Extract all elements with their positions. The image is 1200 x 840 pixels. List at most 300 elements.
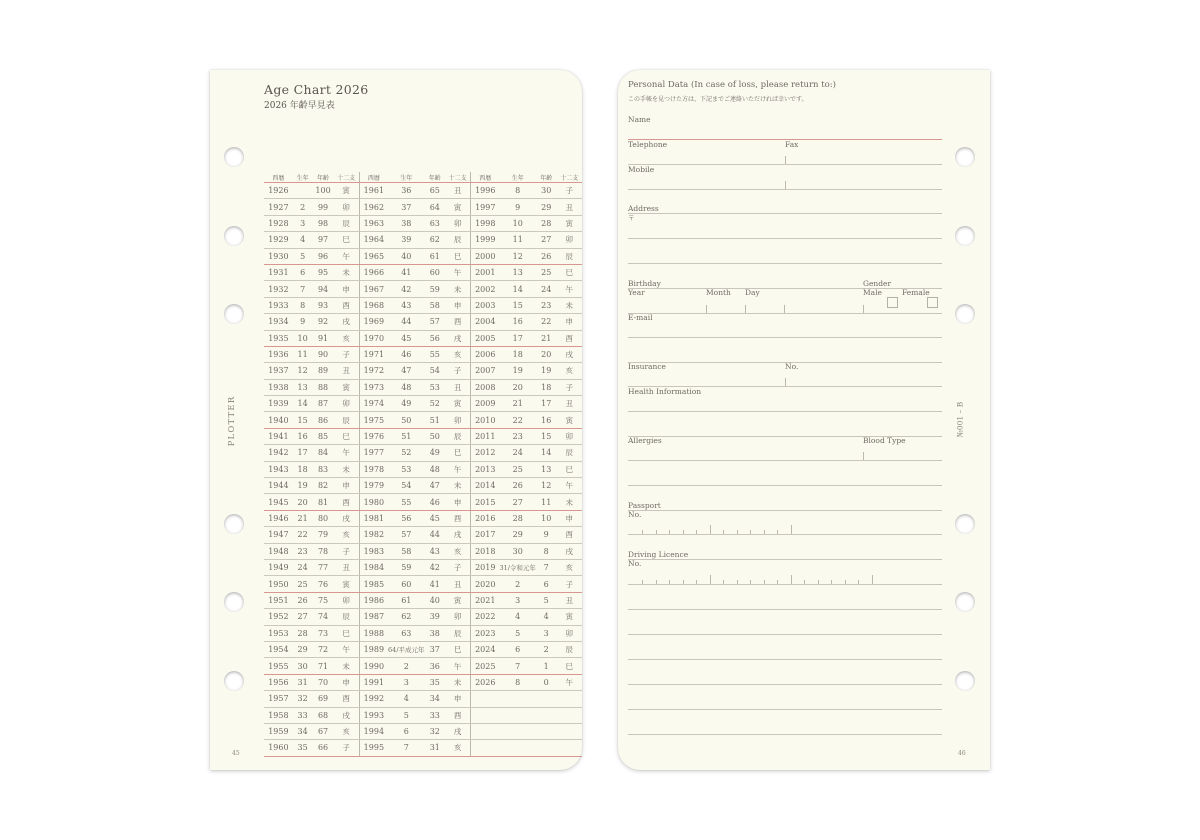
table-cell: 未 (556, 494, 582, 510)
passport-label: Passport (628, 501, 661, 510)
column-header: 十二支 (334, 172, 360, 183)
table-cell: 30 (293, 658, 313, 674)
table-cell: 90 (312, 346, 333, 362)
table-cell: 亥 (334, 723, 360, 739)
table-cell: 50 (388, 412, 424, 428)
allergies-field[interactable] (628, 460, 942, 461)
table-row (264, 461, 582, 477)
table-cell: 2013 (471, 461, 500, 477)
table-cell: 1938 (264, 379, 293, 395)
health-label: Health Information (628, 387, 702, 396)
blood-type-label: Blood Type (863, 436, 906, 445)
table-cell: 60 (388, 576, 424, 592)
table-row (264, 543, 582, 559)
table-cell: 1962 (359, 199, 388, 215)
table-cell: 1957 (264, 691, 293, 707)
address-label: Address (628, 204, 659, 213)
table-cell: 寅 (445, 199, 471, 215)
table-cell: 酉 (445, 707, 471, 723)
table-cell: 2014 (471, 478, 500, 494)
fax-label: Fax (785, 140, 799, 149)
passport-field[interactable] (628, 534, 942, 535)
driving-licence-label: Driving Licence (628, 550, 689, 559)
table-cell: 申 (445, 494, 471, 510)
table-cell: 寅 (334, 576, 360, 592)
table-cell: 寅 (334, 183, 360, 199)
table-cell: 13 (293, 379, 313, 395)
table-cell: 未 (334, 461, 360, 477)
table-cell: 戌 (334, 510, 360, 526)
table-cell (536, 691, 557, 707)
table-cell: 76 (312, 576, 333, 592)
table-row (264, 576, 582, 592)
column-header: 西暦 (264, 172, 293, 183)
table-cell: 亥 (556, 559, 582, 575)
table-cell: 20 (293, 494, 313, 510)
table-cell: 2021 (471, 592, 500, 608)
table-cell: 丑 (556, 592, 582, 608)
table-cell: 2016 (471, 510, 500, 526)
table-cell: 43 (425, 543, 446, 559)
table-cell: 78 (312, 543, 333, 559)
table-cell: 1985 (359, 576, 388, 592)
table-cell: 12 (536, 478, 557, 494)
table-row (264, 609, 582, 625)
table-cell: 1989 (359, 641, 388, 657)
table-cell: 27 (293, 609, 313, 625)
table-cell: 1978 (359, 461, 388, 477)
table-row (264, 281, 582, 297)
table-cell: 48 (388, 379, 424, 395)
table-cell: 11 (499, 232, 535, 248)
table-cell: 2007 (471, 363, 500, 379)
table-row (264, 264, 582, 280)
table-cell: 巳 (556, 461, 582, 477)
table-cell: 100 (312, 183, 333, 199)
telephone-field[interactable] (628, 164, 942, 165)
table-cell: 巳 (334, 232, 360, 248)
table-row (264, 248, 582, 264)
table-cell: 1931 (264, 264, 293, 280)
table-row (264, 674, 582, 690)
table-cell: 2026 (471, 674, 500, 690)
table-row (264, 363, 582, 379)
table-cell (536, 740, 557, 756)
table-cell: 1981 (359, 510, 388, 526)
binder-hole (955, 304, 975, 324)
table-cell: 36 (388, 183, 424, 199)
table-cell: 丑 (445, 379, 471, 395)
male-label: Male (863, 288, 882, 297)
table-cell: 31 (425, 740, 446, 756)
table-cell: 卯 (556, 232, 582, 248)
table-cell: 2 (293, 199, 313, 215)
table-row (264, 641, 582, 657)
table-cell: 22 (499, 412, 535, 428)
table-cell: 子 (334, 543, 360, 559)
table-cell: 2001 (471, 264, 500, 280)
table-cell: 午 (334, 641, 360, 657)
day-label: Day (745, 288, 760, 297)
insurance-label: Insurance (628, 362, 666, 371)
table-cell: 2018 (471, 543, 500, 559)
table-cell: 戌 (556, 346, 582, 362)
name-label: Name (628, 115, 651, 124)
month-label: Month (706, 288, 731, 297)
table-cell: 卯 (334, 592, 360, 608)
passport-no-label: No. (628, 510, 642, 519)
table-cell: 寅 (334, 379, 360, 395)
binder-hole (955, 671, 975, 691)
table-cell: 82 (312, 478, 333, 494)
table-cell: 33 (425, 707, 446, 723)
memo-line[interactable] (628, 609, 942, 610)
table-cell: 22 (536, 314, 557, 330)
table-cell: 1946 (264, 510, 293, 526)
table-cell: 1961 (359, 183, 388, 199)
table-row (264, 625, 582, 641)
table-cell (499, 691, 535, 707)
table-row (264, 314, 582, 330)
table-cell: 98 (312, 215, 333, 231)
table-cell: 2020 (471, 576, 500, 592)
table-cell: 1955 (264, 658, 293, 674)
field-divider (784, 305, 785, 313)
table-cell: 29 (499, 527, 535, 543)
table-cell: 20 (499, 379, 535, 395)
table-cell: 1980 (359, 494, 388, 510)
table-cell: 42 (425, 559, 446, 575)
column-header: 西暦 (471, 172, 500, 183)
table-cell: 23 (536, 297, 557, 313)
table-cell: 1941 (264, 428, 293, 444)
table-cell: 寅 (445, 592, 471, 608)
table-cell: 戌 (445, 723, 471, 739)
table-cell: 1928 (264, 215, 293, 231)
birthday-label: Birthday (628, 279, 661, 288)
table-cell: 37 (425, 641, 446, 657)
table-cell: 51 (425, 412, 446, 428)
table-cell: 酉 (334, 691, 360, 707)
table-cell: 34 (293, 723, 313, 739)
health-field[interactable] (628, 411, 942, 412)
table-cell: 1933 (264, 297, 293, 313)
memo-line[interactable] (628, 684, 942, 685)
table-cell: 35 (425, 674, 446, 690)
table-cell: 5 (499, 625, 535, 641)
table-row (264, 232, 582, 248)
page-number: 46 (958, 750, 966, 757)
table-cell: 28 (536, 215, 557, 231)
table-cell: 2 (499, 576, 535, 592)
table-cell: 1991 (359, 674, 388, 690)
table-cell: 26 (499, 478, 535, 494)
address-field[interactable] (628, 263, 942, 264)
table-row (264, 445, 582, 461)
table-cell: 5 (293, 248, 313, 264)
table-cell: 13 (499, 264, 535, 280)
table-cell: 49 (388, 396, 424, 412)
table-cell: 23 (499, 428, 535, 444)
table-cell: 89 (312, 363, 333, 379)
table-cell: 1944 (264, 478, 293, 494)
table-cell: 8 (536, 543, 557, 559)
table-cell: 酉 (334, 494, 360, 510)
insurance-no-label: No. (785, 362, 799, 371)
table-cell: 1953 (264, 625, 293, 641)
table-cell: 25 (536, 264, 557, 280)
table-cell (499, 707, 535, 723)
table-cell (471, 723, 500, 739)
digit-tick (710, 525, 711, 534)
table-cell: 辰 (334, 609, 360, 625)
address-field[interactable] (628, 238, 942, 239)
table-cell: 辰 (445, 428, 471, 444)
table-cell: 1952 (264, 609, 293, 625)
table-cell: 16 (536, 412, 557, 428)
table-cell: 未 (445, 478, 471, 494)
memo-line[interactable] (628, 659, 942, 660)
table-cell: 54 (388, 478, 424, 494)
binder-hole (224, 514, 244, 534)
table-cell: 31/令和元年 (499, 559, 535, 575)
telephone-label: Telephone (628, 140, 668, 149)
table-cell: 2 (388, 658, 424, 674)
male-checkbox[interactable] (887, 297, 898, 308)
table-cell: 10 (536, 510, 557, 526)
table-cell (499, 740, 535, 756)
address-field[interactable] (628, 213, 942, 214)
table-cell: 1972 (359, 363, 388, 379)
table-cell: 子 (556, 183, 582, 199)
table-row (264, 658, 582, 674)
table-cell: 26 (536, 248, 557, 264)
table-cell: 54 (425, 363, 446, 379)
table-cell: 子 (334, 346, 360, 362)
table-cell: 1960 (264, 740, 293, 756)
table-cell: 辰 (334, 215, 360, 231)
table-cell (556, 707, 582, 723)
table-cell: 辰 (334, 412, 360, 428)
table-cell: 1977 (359, 445, 388, 461)
table-cell: 亥 (445, 740, 471, 756)
table-cell: 申 (334, 478, 360, 494)
table-cell (293, 183, 313, 199)
table-cell: 1932 (264, 281, 293, 297)
table-cell (499, 723, 535, 739)
allergies-field[interactable] (628, 485, 942, 486)
female-label: Female (902, 288, 930, 297)
table-cell: 1994 (359, 723, 388, 739)
table-cell: 申 (334, 281, 360, 297)
memo-line[interactable] (628, 634, 942, 635)
table-cell: 31 (293, 674, 313, 690)
table-cell: 24 (293, 559, 313, 575)
table-cell: 95 (312, 264, 333, 280)
table-cell: 8 (499, 674, 535, 690)
table-cell: 2024 (471, 641, 500, 657)
table-cell: 辰 (445, 625, 471, 641)
table-cell: 28 (499, 510, 535, 526)
table-cell: 22 (293, 527, 313, 543)
table-cell: 亥 (445, 543, 471, 559)
table-cell: 21 (499, 396, 535, 412)
table-cell: 1966 (359, 264, 388, 280)
table-cell: 1940 (264, 412, 293, 428)
birthday-field[interactable] (628, 313, 942, 314)
table-cell (556, 723, 582, 739)
table-cell: 7 (499, 658, 535, 674)
table-cell: 38 (425, 625, 446, 641)
table-cell: 27 (536, 232, 557, 248)
table-cell: 18 (293, 461, 313, 477)
table-cell: 19 (536, 363, 557, 379)
table-cell: 4 (536, 609, 557, 625)
table-cell: 巳 (334, 428, 360, 444)
table-cell: 39 (425, 609, 446, 625)
table-cell: 88 (312, 379, 333, 395)
table-cell: 寅 (556, 215, 582, 231)
table-row (264, 199, 582, 215)
table-cell: 16 (293, 428, 313, 444)
table-cell: 45 (388, 330, 424, 346)
table-cell: 4 (293, 232, 313, 248)
table-cell: 2006 (471, 346, 500, 362)
table-cell: 1968 (359, 297, 388, 313)
table-cell: 未 (445, 281, 471, 297)
field-divider (863, 305, 864, 313)
table-cell: 32 (293, 691, 313, 707)
email-field[interactable] (628, 337, 942, 338)
table-cell: 未 (334, 658, 360, 674)
table-cell: 2010 (471, 412, 500, 428)
table-cell: 丑 (445, 576, 471, 592)
column-header: 生年 (293, 172, 313, 183)
digit-tick (710, 575, 711, 584)
table-cell: 27 (499, 494, 535, 510)
table-cell: 10 (293, 330, 313, 346)
table-cell: 子 (556, 576, 582, 592)
table-row (264, 379, 582, 395)
table-cell: 辰 (556, 445, 582, 461)
table-cell: 1999 (471, 232, 500, 248)
table-cell (471, 740, 500, 756)
table-cell: 1983 (359, 543, 388, 559)
table-cell: 寅 (556, 609, 582, 625)
table-cell: 未 (445, 674, 471, 690)
table-cell: 子 (334, 740, 360, 756)
table-cell: 75 (312, 592, 333, 608)
table-cell: 40 (425, 592, 446, 608)
table-cell: 0 (536, 674, 557, 690)
table-cell: 卯 (445, 215, 471, 231)
table-cell: 97 (312, 232, 333, 248)
table-row (264, 527, 582, 543)
table-cell: 1979 (359, 478, 388, 494)
table-cell: 64 (425, 199, 446, 215)
table-row (264, 691, 582, 707)
table-cell: 61 (425, 248, 446, 264)
table-cell: 丑 (556, 199, 582, 215)
table-cell: 1954 (264, 641, 293, 657)
page-subtitle: 2026 年齢早見表 (264, 101, 335, 111)
table-cell: 戌 (445, 330, 471, 346)
table-cell: 74 (312, 609, 333, 625)
table-cell: 29 (536, 199, 557, 215)
digit-tick (791, 525, 792, 534)
table-cell: 40 (388, 248, 424, 264)
table-cell: 10 (499, 215, 535, 231)
table-cell: 45 (425, 510, 446, 526)
table-row (264, 707, 582, 723)
table-cell: 13 (536, 461, 557, 477)
female-checkbox[interactable] (927, 297, 938, 308)
table-cell: 2012 (471, 445, 500, 461)
table-cell: 3 (293, 215, 313, 231)
table-cell: 55 (388, 494, 424, 510)
table-cell: 69 (312, 691, 333, 707)
table-cell: 9 (499, 199, 535, 215)
binder-hole (224, 304, 244, 324)
table-row (264, 478, 582, 494)
table-row (264, 215, 582, 231)
birthday-rule (628, 288, 942, 289)
table-row (264, 740, 582, 756)
memo-line[interactable] (628, 734, 942, 735)
table-cell: 29 (293, 641, 313, 657)
table-cell: 6 (499, 641, 535, 657)
table-cell: 96 (312, 248, 333, 264)
table-cell: 1948 (264, 543, 293, 559)
table-cell: 午 (556, 478, 582, 494)
table-cell: 3 (536, 625, 557, 641)
table-cell: 80 (312, 510, 333, 526)
postal-mark: 〒 (628, 214, 635, 222)
column-header: 十二支 (556, 172, 582, 183)
table-cell: 52 (425, 396, 446, 412)
table-cell: 巳 (334, 625, 360, 641)
table-cell: 寅 (445, 396, 471, 412)
memo-line[interactable] (628, 709, 942, 710)
table-cell: 1969 (359, 314, 388, 330)
table-cell: 73 (312, 625, 333, 641)
table-cell (471, 691, 500, 707)
table-cell: 53 (425, 379, 446, 395)
table-cell: 85 (312, 428, 333, 444)
table-cell: 酉 (556, 527, 582, 543)
table-cell: 1947 (264, 527, 293, 543)
table-cell: 94 (312, 281, 333, 297)
personal-data-page: Personal Data (In case of loss, please return to:) この手帳を見つけた方は、下記までご連絡いただければ幸いです。 №001 – B 46 Name Telephone Fax Mobile Address 〒 Birthday Gender Year Month Day Male Female E-mail Insurance No. Health Information Allergies Blood Type Passport No. Driving Licence No. (618, 70, 990, 770)
table-cell: 8 (499, 183, 535, 199)
table-cell: 7 (536, 559, 557, 575)
table-cell: 84 (312, 445, 333, 461)
table-cell: 87 (312, 396, 333, 412)
digit-tick (791, 575, 792, 584)
table-cell: 亥 (334, 330, 360, 346)
mobile-field[interactable] (628, 189, 942, 190)
table-cell: 16 (499, 314, 535, 330)
table-cell: 86 (312, 412, 333, 428)
table-cell: 81 (312, 494, 333, 510)
table-cell: 1971 (359, 346, 388, 362)
driving-licence-field[interactable] (628, 584, 942, 585)
table-cell: 午 (334, 445, 360, 461)
table-cell: 62 (425, 232, 446, 248)
table-cell: 1934 (264, 314, 293, 330)
table-cell: 卯 (334, 396, 360, 412)
table-cell: 42 (388, 281, 424, 297)
